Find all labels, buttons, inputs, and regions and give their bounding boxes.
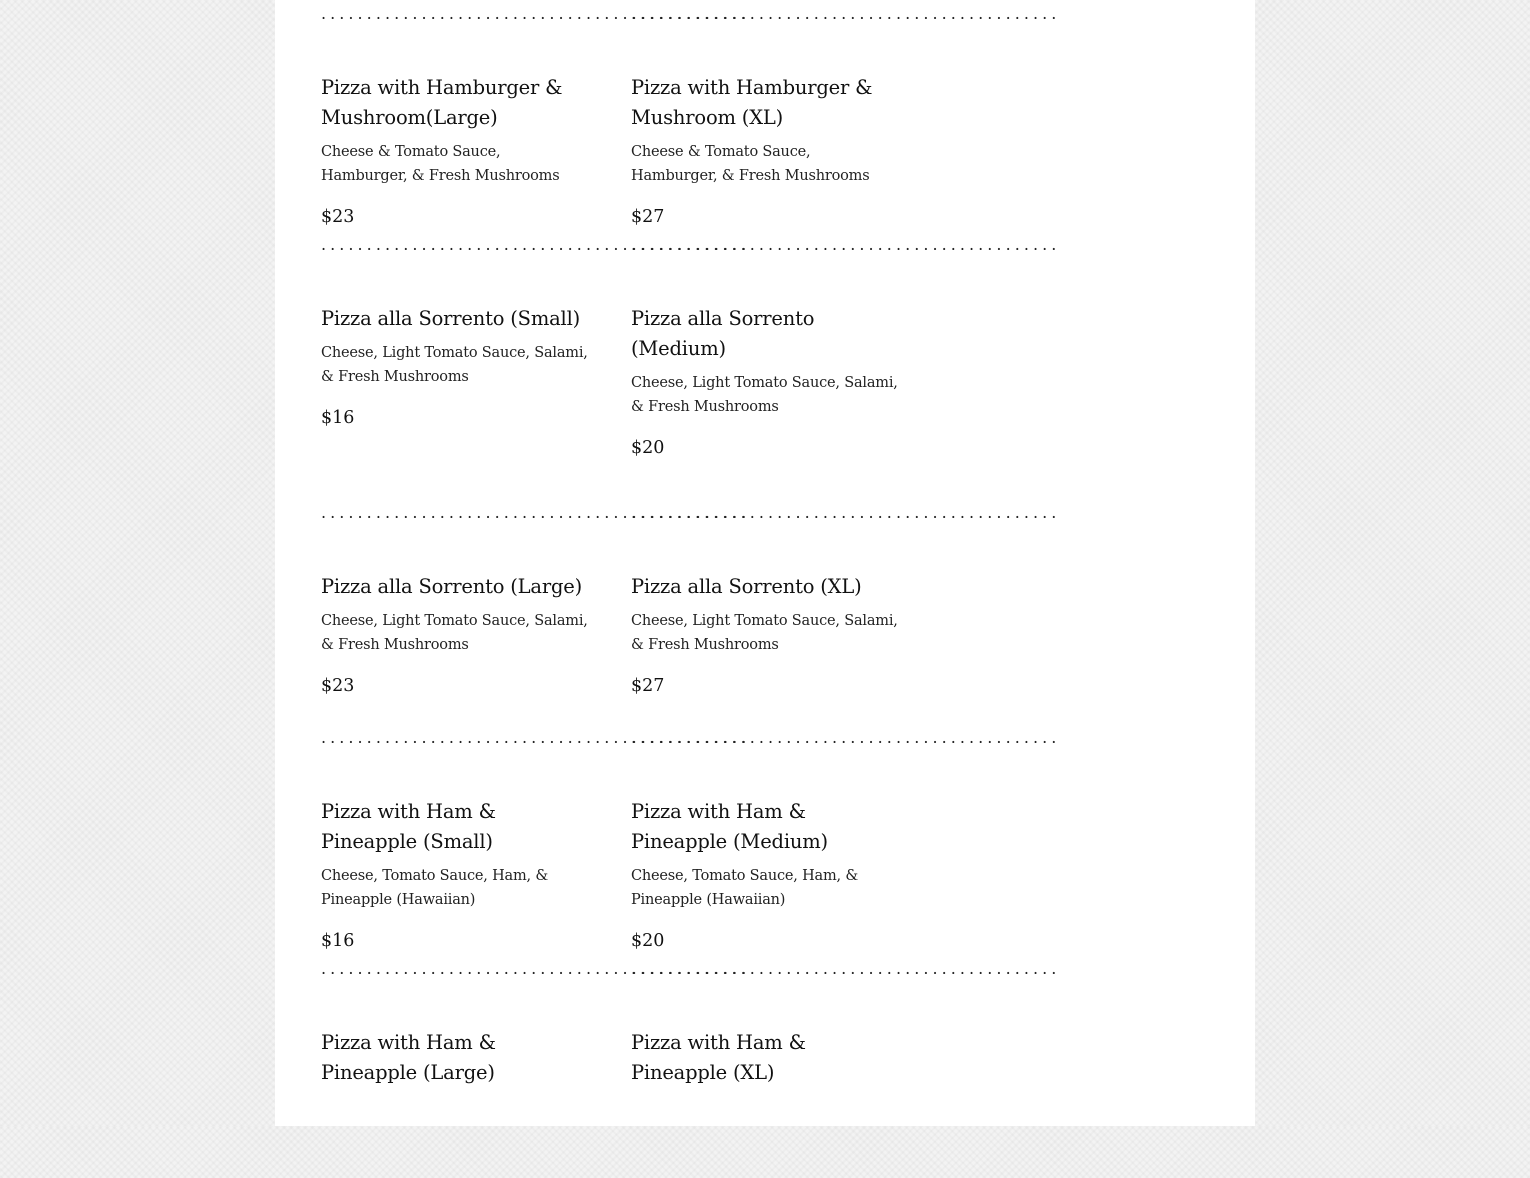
menu-item-description: Cheese, Light Tomato Sauce, Salami, & Fresh Mushrooms [631,613,898,653]
dotted-separator: ............................................... [321,728,751,747]
menu-item [321,261,590,497]
menu-item [321,30,590,229]
menu-grid [321,0,1061,1178]
menu-item-description: Cheese & Tomato Sauce, Hamburger, & Fresh Mushrooms [321,144,560,184]
menu-item-description: Cheese, Tomato Sauce, Ham, & Pineapple (Hawaiian) [631,868,859,908]
menu-item [631,30,900,229]
menu-item-price: $16 [321,408,355,428]
menu-item-name: Pizza with Ham & Pineapple (Large) [321,1031,496,1084]
menu-item-price: $20 [631,438,665,458]
menu-item-name: Pizza with Hamburger & Mushroom(Large) [321,76,563,129]
menu-item-price: $23 [321,207,355,227]
menu-item-price: $27 [631,676,665,696]
menu-item-name: Pizza with Ham & Pineapple (XL) [631,1031,806,1084]
dotted-separator: ............................................... [321,959,751,978]
menu-item-name: Pizza alla Sorrento (XL) [631,575,862,598]
menu-item [631,985,900,1178]
menu-page [275,0,1255,1126]
menu-item-name: Pizza alla Sorrento (Large) [321,575,583,598]
dotted-separator: ............................................... [631,728,1061,747]
menu-item [631,529,900,722]
dotted-separator: ............................................... [631,959,1061,978]
dotted-separator: ............................................... [631,4,1061,23]
dotted-separator: ............................................... [321,503,751,522]
menu-item-price: $27 [631,207,665,227]
menu-item [321,985,590,1178]
menu-item-description: Cheese, Light Tomato Sauce, Salami, & Fresh Mushrooms [321,613,588,653]
dotted-separator: ............................................... [321,4,751,23]
menu-item [631,261,900,497]
menu-item-description: Cheese, Light Tomato Sauce, Salami, & Fresh Mushrooms [321,345,588,385]
menu-item-description: Cheese, Light Tomato Sauce, Salami, & Fresh Mushrooms [631,375,898,415]
menu-item-description: Cheese & Tomato Sauce, Hamburger, & Fresh Mushrooms [631,144,870,184]
menu-item [321,754,590,953]
menu-item-name: Pizza with Ham & Pineapple (Small) [321,800,496,853]
menu-item [321,529,590,722]
menu-item-name: Pizza with Ham & Pineapple (Medium) [631,800,828,853]
dotted-separator: ............................................... [631,503,1061,522]
dotted-separator: ............................................... [631,235,1061,254]
menu-item-name: Pizza alla Sorrento (Medium) [631,307,815,360]
menu-item-price: $16 [321,931,355,951]
menu-item [631,754,900,953]
dotted-separator: ............................................... [321,235,751,254]
menu-item-description: Cheese, Tomato Sauce, Ham, & Pineapple (Hawaiian) [321,868,549,908]
menu-item-name: Pizza with Hamburger & Mushroom (XL) [631,76,873,129]
menu-item-price: $23 [321,676,355,696]
menu-item-price: $20 [631,931,665,951]
menu-item-name: Pizza alla Sorrento (Small) [321,307,581,330]
